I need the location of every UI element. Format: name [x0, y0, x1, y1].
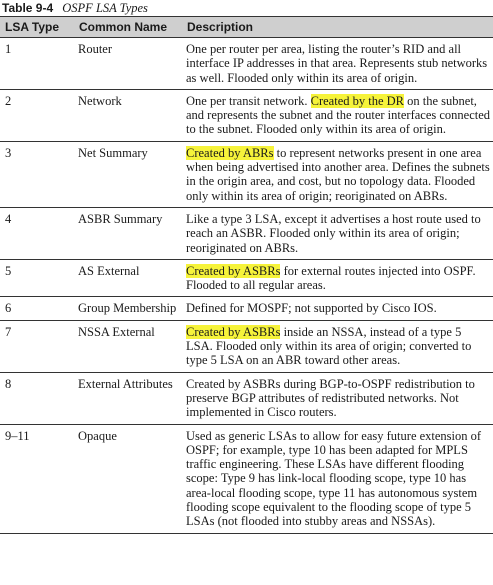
description-text: Defined for MOSPF; not supported by Cisco IOS.	[186, 301, 437, 316]
common-name-cell: Router	[74, 38, 182, 90]
table-row	[0, 259, 493, 297]
description-text: for external routes injected into OSPF. Flooded to all regular areas.	[186, 263, 476, 293]
common-name-cell: Group Membership	[74, 297, 182, 320]
table-row	[0, 141, 493, 207]
common-name-cell: External Attributes	[74, 372, 182, 424]
table-row	[0, 424, 493, 533]
highlighted-text: Created by ASBRs	[186, 324, 281, 339]
description-text: One per router per area, listing the router’s RID and all interface IP addresses in that area. Represents stub networks as well. Flooded only within its area of origin.	[186, 42, 488, 85]
highlighted-text: Created by the DR	[310, 93, 405, 108]
table-caption	[0, 0, 493, 16]
description-cell	[182, 141, 493, 207]
lsa-type-cell: 1	[0, 38, 74, 90]
table-row	[0, 38, 493, 90]
common-name-cell: AS External	[74, 259, 182, 297]
common-name-cell: Network	[74, 89, 182, 141]
lsa-type-cell: 9–11	[5, 428, 30, 443]
header-row	[0, 17, 493, 38]
table-header	[0, 17, 493, 38]
common-name-cell: NSSA External	[74, 320, 182, 372]
lsa-types-table	[0, 16, 493, 534]
table-number: Table 9-4	[2, 1, 54, 15]
column-header-lsa-type: LSA Type	[0, 17, 74, 38]
common-name-cell: Opaque	[78, 428, 117, 443]
lsa-type-cell: 4	[0, 207, 74, 259]
description-cell	[182, 38, 493, 90]
table-row	[0, 297, 493, 320]
lsa-type-cell: 7	[0, 320, 74, 372]
column-header-description: Description	[182, 17, 493, 38]
description-text: Like a type 3 LSA, except it advertises a host route used to reach an ASBR. Flooded only within its area of origin; reoriginated on ABRs.	[186, 211, 481, 255]
description-cell	[182, 89, 493, 141]
table-row	[0, 320, 493, 372]
description-cell	[182, 297, 493, 320]
table-row	[0, 207, 493, 259]
description-text: Used as generic LSAs to allow for easy future extension of OSPF; for example, type 10 has been adapted for MPLS traffic engineering. These LSAs have different flooding scope: Type 9 has link-local flooding scope, type 10 has area-local flooding scope, type 11 has autonomous system flooding scope equivalent to the flooding scope of type 5 LSAs (not flooded into stubby areas and NSSAs).	[186, 428, 482, 529]
description-text: to represent networks present in one area when being advertised into another area. Defines the subnets in the origin area, and cost, but no topology data. Flooded only within its area of origin; reoriginated on ABRs.	[186, 145, 490, 203]
lsa-type-cell: 8	[0, 372, 74, 424]
table-row	[0, 89, 493, 141]
column-header-common-name: Common Name	[74, 17, 182, 38]
table-title: OSPF LSA Types	[62, 1, 148, 15]
description-text: inside an NSSA, instead of a type 5 LSA. Flooded only within its area of origin; converted to type 5 LSA on an ABR toward other areas.	[186, 324, 472, 368]
description-cell	[182, 207, 493, 259]
description-text: One per transit network.	[186, 93, 311, 108]
description-text: Created by ASBRs during BGP-to-OSPF redistribution to preserve BGP attributes of redistributed networks. Not implemented in Cisco routers.	[186, 376, 475, 420]
lsa-type-cell: 6	[0, 297, 74, 320]
description-cell	[182, 424, 493, 533]
common-name-cell: ASBR Summary	[74, 207, 182, 259]
description-text: on the subnet, and represents the subnet and the router interfaces connected to the subnet. Flooded only within its area of origin.	[186, 93, 491, 137]
common-name-cell: Net Summary	[74, 141, 182, 207]
lsa-type-cell: 5	[0, 259, 74, 297]
description-cell	[182, 259, 493, 297]
highlighted-text: Created by ASBRs	[186, 263, 281, 278]
lsa-type-cell: 2	[0, 89, 74, 141]
table-row	[0, 372, 493, 424]
description-cell	[182, 320, 493, 372]
table-body	[0, 38, 493, 534]
lsa-type-cell: 3	[0, 141, 74, 207]
highlighted-text: Created by ABRs	[186, 145, 274, 160]
description-cell	[182, 372, 493, 424]
